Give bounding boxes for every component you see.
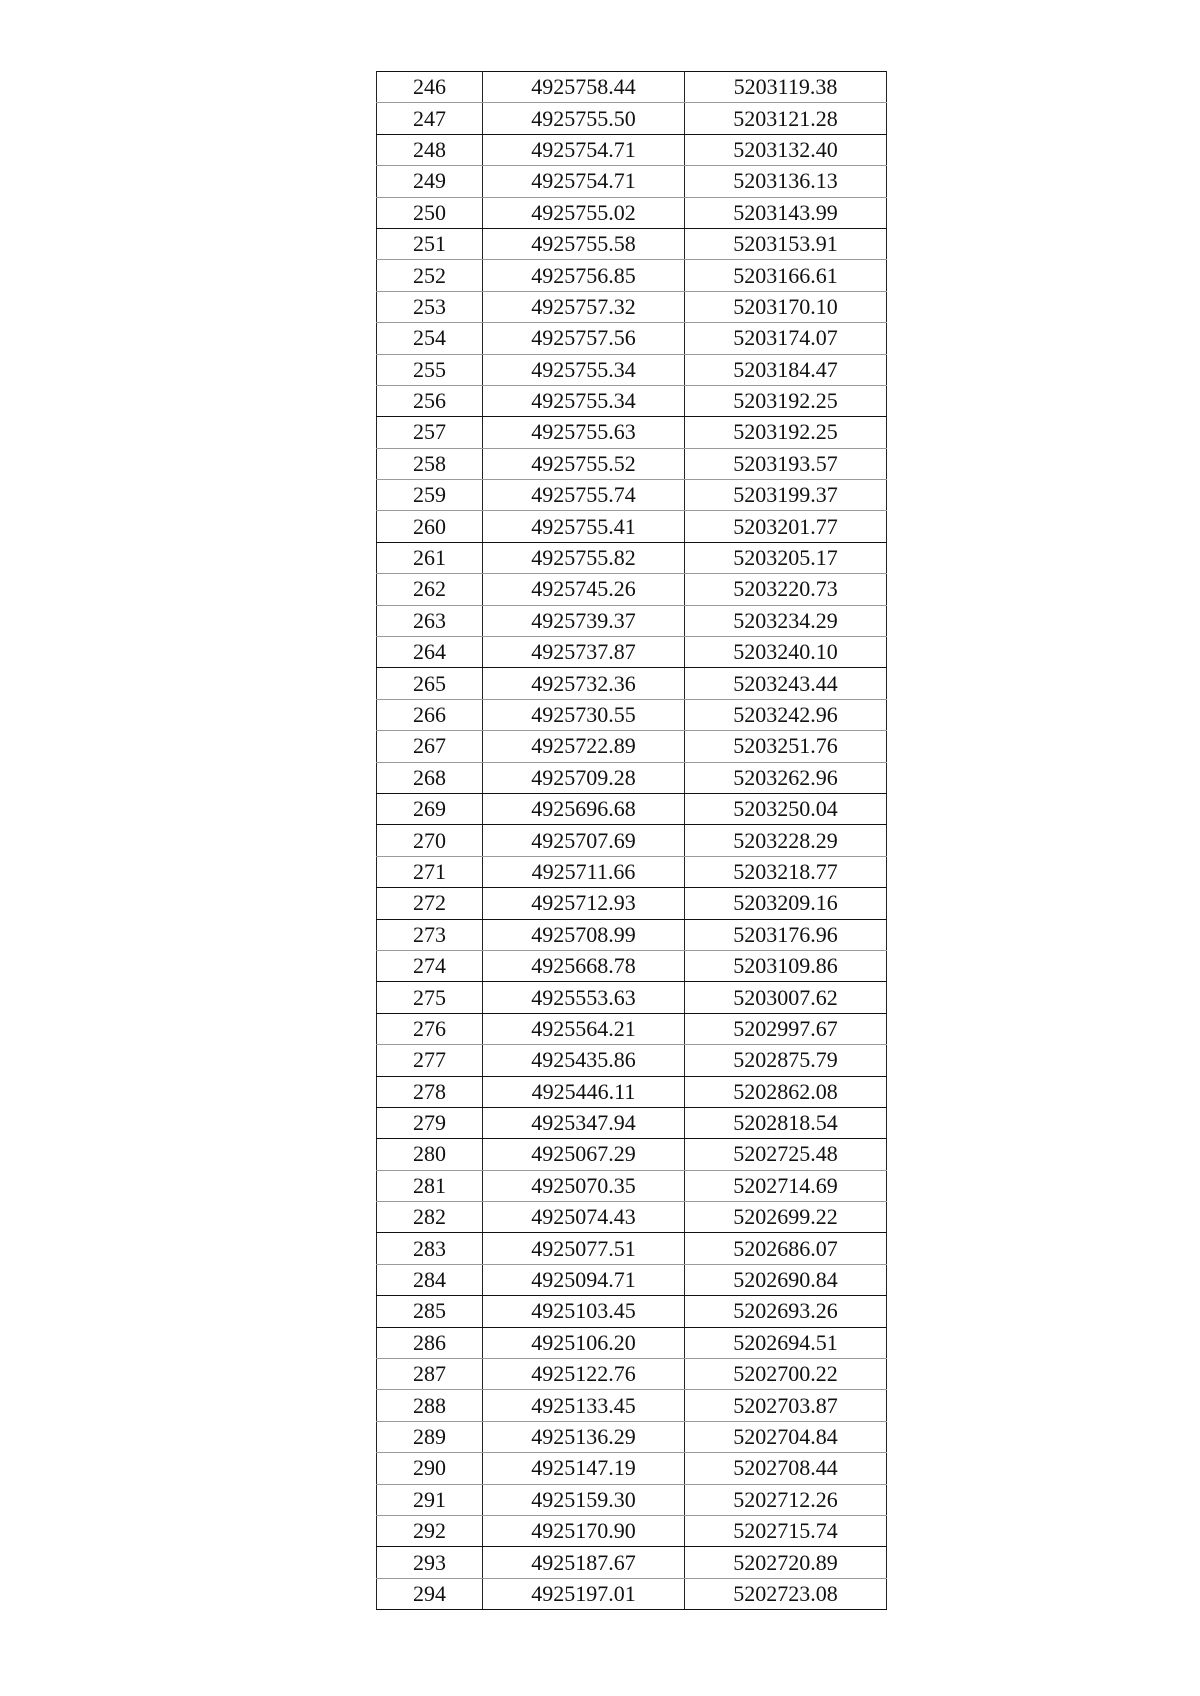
x-coordinate-cell: 4925755.41 — [483, 511, 685, 542]
table-row — [377, 228, 887, 259]
x-coordinate-cell: 4925755.58 — [483, 228, 685, 259]
table-row — [377, 1359, 887, 1390]
x-coordinate-cell: 4925446.11 — [483, 1076, 685, 1107]
table-row — [377, 260, 887, 291]
y-coordinate-cell: 5203234.29 — [685, 605, 887, 636]
x-coordinate-cell: 4925147.19 — [483, 1453, 685, 1484]
point-number-cell: 289 — [377, 1421, 483, 1452]
x-coordinate-cell: 4925435.86 — [483, 1045, 685, 1076]
y-coordinate-cell: 5202703.87 — [685, 1390, 887, 1421]
point-number-cell: 281 — [377, 1170, 483, 1201]
table-row — [377, 1327, 887, 1358]
point-number-cell: 271 — [377, 856, 483, 887]
point-number-cell: 264 — [377, 637, 483, 668]
y-coordinate-cell: 5203242.96 — [685, 699, 887, 730]
y-coordinate-cell: 5203240.10 — [685, 637, 887, 668]
table-row — [377, 72, 887, 103]
point-number-cell: 278 — [377, 1076, 483, 1107]
y-coordinate-cell: 5203109.86 — [685, 950, 887, 981]
x-coordinate-cell: 4925074.43 — [483, 1202, 685, 1233]
x-coordinate-cell: 4925755.02 — [483, 197, 685, 228]
table-row — [377, 1076, 887, 1107]
x-coordinate-cell: 4925732.36 — [483, 668, 685, 699]
y-coordinate-cell: 5202708.44 — [685, 1453, 887, 1484]
x-coordinate-cell: 4925564.21 — [483, 1013, 685, 1044]
point-number-cell: 272 — [377, 888, 483, 919]
y-coordinate-cell: 5203199.37 — [685, 480, 887, 511]
x-coordinate-cell: 4925709.28 — [483, 762, 685, 793]
x-coordinate-cell: 4925722.89 — [483, 731, 685, 762]
x-coordinate-cell: 4925094.71 — [483, 1264, 685, 1295]
x-coordinate-cell: 4925755.34 — [483, 354, 685, 385]
y-coordinate-cell: 5203121.28 — [685, 103, 887, 134]
y-coordinate-cell: 5203170.10 — [685, 291, 887, 322]
point-number-cell: 287 — [377, 1359, 483, 1390]
point-number-cell: 267 — [377, 731, 483, 762]
point-number-cell: 246 — [377, 72, 483, 103]
x-coordinate-cell: 4925106.20 — [483, 1327, 685, 1358]
x-coordinate-cell: 4925712.93 — [483, 888, 685, 919]
x-coordinate-cell: 4925707.69 — [483, 825, 685, 856]
x-coordinate-cell: 4925755.82 — [483, 542, 685, 573]
table-row — [377, 354, 887, 385]
table-row — [377, 1296, 887, 1327]
x-coordinate-cell: 4925739.37 — [483, 605, 685, 636]
point-number-cell: 261 — [377, 542, 483, 573]
point-number-cell: 254 — [377, 323, 483, 354]
x-coordinate-cell: 4925067.29 — [483, 1139, 685, 1170]
y-coordinate-cell: 5203143.99 — [685, 197, 887, 228]
x-coordinate-cell: 4925755.34 — [483, 385, 685, 416]
table-row — [377, 825, 887, 856]
point-number-cell: 273 — [377, 919, 483, 950]
x-coordinate-cell: 4925711.66 — [483, 856, 685, 887]
x-coordinate-cell: 4925070.35 — [483, 1170, 685, 1201]
y-coordinate-cell: 5203228.29 — [685, 825, 887, 856]
point-number-cell: 274 — [377, 950, 483, 981]
table-row — [377, 103, 887, 134]
point-number-cell: 284 — [377, 1264, 483, 1295]
x-coordinate-cell: 4925668.78 — [483, 950, 685, 981]
point-number-cell: 263 — [377, 605, 483, 636]
y-coordinate-cell: 5202862.08 — [685, 1076, 887, 1107]
table-row — [377, 1547, 887, 1578]
x-coordinate-cell: 4925755.52 — [483, 448, 685, 479]
table-row — [377, 166, 887, 197]
y-coordinate-cell: 5203119.38 — [685, 72, 887, 103]
y-coordinate-cell: 5203209.16 — [685, 888, 887, 919]
point-number-cell: 286 — [377, 1327, 483, 1358]
table-row — [377, 1484, 887, 1515]
point-number-cell: 283 — [377, 1233, 483, 1264]
y-coordinate-cell: 5203243.44 — [685, 668, 887, 699]
table-row — [377, 417, 887, 448]
point-number-cell: 253 — [377, 291, 483, 322]
y-coordinate-cell: 5203007.62 — [685, 982, 887, 1013]
table-row — [377, 1170, 887, 1201]
y-coordinate-cell: 5203166.61 — [685, 260, 887, 291]
point-number-cell: 259 — [377, 480, 483, 511]
point-number-cell: 265 — [377, 668, 483, 699]
point-number-cell: 279 — [377, 1107, 483, 1138]
point-number-cell: 290 — [377, 1453, 483, 1484]
x-coordinate-cell: 4925754.71 — [483, 166, 685, 197]
point-number-cell: 256 — [377, 385, 483, 416]
y-coordinate-cell: 5202700.22 — [685, 1359, 887, 1390]
table-row — [377, 605, 887, 636]
y-coordinate-cell: 5203205.17 — [685, 542, 887, 573]
y-coordinate-cell: 5202715.74 — [685, 1515, 887, 1546]
point-number-cell: 293 — [377, 1547, 483, 1578]
point-number-cell: 247 — [377, 103, 483, 134]
point-number-cell: 251 — [377, 228, 483, 259]
y-coordinate-cell: 5202875.79 — [685, 1045, 887, 1076]
x-coordinate-cell: 4925187.67 — [483, 1547, 685, 1578]
y-coordinate-cell: 5202699.22 — [685, 1202, 887, 1233]
y-coordinate-cell: 5202725.48 — [685, 1139, 887, 1170]
y-coordinate-cell: 5203251.76 — [685, 731, 887, 762]
y-coordinate-cell: 5203176.96 — [685, 919, 887, 950]
y-coordinate-cell: 5202712.26 — [685, 1484, 887, 1515]
table-row — [377, 1139, 887, 1170]
table-row — [377, 480, 887, 511]
table-row — [377, 637, 887, 668]
table-row — [377, 1202, 887, 1233]
x-coordinate-cell: 4925077.51 — [483, 1233, 685, 1264]
table-row — [377, 574, 887, 605]
x-coordinate-cell: 4925755.63 — [483, 417, 685, 448]
y-coordinate-cell: 5203136.13 — [685, 166, 887, 197]
x-coordinate-cell: 4925159.30 — [483, 1484, 685, 1515]
point-number-cell: 252 — [377, 260, 483, 291]
point-number-cell: 268 — [377, 762, 483, 793]
y-coordinate-cell: 5203193.57 — [685, 448, 887, 479]
y-coordinate-cell: 5203201.77 — [685, 511, 887, 542]
table-row — [377, 1453, 887, 1484]
point-number-cell: 250 — [377, 197, 483, 228]
x-coordinate-cell: 4925730.55 — [483, 699, 685, 730]
point-number-cell: 257 — [377, 417, 483, 448]
coordinates-table-body — [377, 72, 887, 1610]
point-number-cell: 280 — [377, 1139, 483, 1170]
x-coordinate-cell: 4925755.74 — [483, 480, 685, 511]
y-coordinate-cell: 5202693.26 — [685, 1296, 887, 1327]
x-coordinate-cell: 4925136.29 — [483, 1421, 685, 1452]
y-coordinate-cell: 5203192.25 — [685, 385, 887, 416]
x-coordinate-cell: 4925757.32 — [483, 291, 685, 322]
x-coordinate-cell: 4925745.26 — [483, 574, 685, 605]
table-row — [377, 385, 887, 416]
point-number-cell: 282 — [377, 1202, 483, 1233]
table-row — [377, 1233, 887, 1264]
point-number-cell: 277 — [377, 1045, 483, 1076]
table-row — [377, 1578, 887, 1609]
y-coordinate-cell: 5202997.67 — [685, 1013, 887, 1044]
table-row — [377, 699, 887, 730]
x-coordinate-cell: 4925708.99 — [483, 919, 685, 950]
point-number-cell: 294 — [377, 1578, 483, 1609]
coordinates-table — [376, 71, 887, 1610]
table-row — [377, 888, 887, 919]
y-coordinate-cell: 5202686.07 — [685, 1233, 887, 1264]
table-row — [377, 982, 887, 1013]
table-row — [377, 1013, 887, 1044]
point-number-cell: 276 — [377, 1013, 483, 1044]
x-coordinate-cell: 4925103.45 — [483, 1296, 685, 1327]
table-row — [377, 542, 887, 573]
table-row — [377, 197, 887, 228]
table-row — [377, 1515, 887, 1546]
y-coordinate-cell: 5202694.51 — [685, 1327, 887, 1358]
x-coordinate-cell: 4925756.85 — [483, 260, 685, 291]
y-coordinate-cell: 5202723.08 — [685, 1578, 887, 1609]
table-row — [377, 448, 887, 479]
x-coordinate-cell: 4925347.94 — [483, 1107, 685, 1138]
table-row — [377, 950, 887, 981]
table-row — [377, 291, 887, 322]
point-number-cell: 260 — [377, 511, 483, 542]
table-row — [377, 1421, 887, 1452]
y-coordinate-cell: 5203250.04 — [685, 793, 887, 824]
x-coordinate-cell: 4925757.56 — [483, 323, 685, 354]
x-coordinate-cell: 4925170.90 — [483, 1515, 685, 1546]
table-row — [377, 323, 887, 354]
x-coordinate-cell: 4925553.63 — [483, 982, 685, 1013]
x-coordinate-cell: 4925696.68 — [483, 793, 685, 824]
y-coordinate-cell: 5203174.07 — [685, 323, 887, 354]
point-number-cell: 255 — [377, 354, 483, 385]
x-coordinate-cell: 4925755.50 — [483, 103, 685, 134]
y-coordinate-cell: 5202714.69 — [685, 1170, 887, 1201]
table-row — [377, 919, 887, 950]
y-coordinate-cell: 5203184.47 — [685, 354, 887, 385]
table-row — [377, 1264, 887, 1295]
table-row — [377, 511, 887, 542]
table-row — [377, 793, 887, 824]
y-coordinate-cell: 5202720.89 — [685, 1547, 887, 1578]
y-coordinate-cell: 5202818.54 — [685, 1107, 887, 1138]
point-number-cell: 262 — [377, 574, 483, 605]
point-number-cell: 249 — [377, 166, 483, 197]
point-number-cell: 258 — [377, 448, 483, 479]
table-row — [377, 856, 887, 887]
point-number-cell: 285 — [377, 1296, 483, 1327]
y-coordinate-cell: 5202690.84 — [685, 1264, 887, 1295]
x-coordinate-cell: 4925754.71 — [483, 134, 685, 165]
x-coordinate-cell: 4925133.45 — [483, 1390, 685, 1421]
point-number-cell: 270 — [377, 825, 483, 856]
y-coordinate-cell: 5203220.73 — [685, 574, 887, 605]
point-number-cell: 288 — [377, 1390, 483, 1421]
y-coordinate-cell: 5202704.84 — [685, 1421, 887, 1452]
x-coordinate-cell: 4925197.01 — [483, 1578, 685, 1609]
y-coordinate-cell: 5203262.96 — [685, 762, 887, 793]
table-row — [377, 1045, 887, 1076]
y-coordinate-cell: 5203153.91 — [685, 228, 887, 259]
point-number-cell: 248 — [377, 134, 483, 165]
x-coordinate-cell: 4925737.87 — [483, 637, 685, 668]
point-number-cell: 266 — [377, 699, 483, 730]
x-coordinate-cell: 4925758.44 — [483, 72, 685, 103]
point-number-cell: 291 — [377, 1484, 483, 1515]
table-row — [377, 1107, 887, 1138]
x-coordinate-cell: 4925122.76 — [483, 1359, 685, 1390]
point-number-cell: 275 — [377, 982, 483, 1013]
point-number-cell: 269 — [377, 793, 483, 824]
y-coordinate-cell: 5203218.77 — [685, 856, 887, 887]
table-row — [377, 134, 887, 165]
table-row — [377, 731, 887, 762]
y-coordinate-cell: 5203132.40 — [685, 134, 887, 165]
y-coordinate-cell: 5203192.25 — [685, 417, 887, 448]
table-row — [377, 668, 887, 699]
point-number-cell: 292 — [377, 1515, 483, 1546]
table-row — [377, 1390, 887, 1421]
table-row — [377, 762, 887, 793]
